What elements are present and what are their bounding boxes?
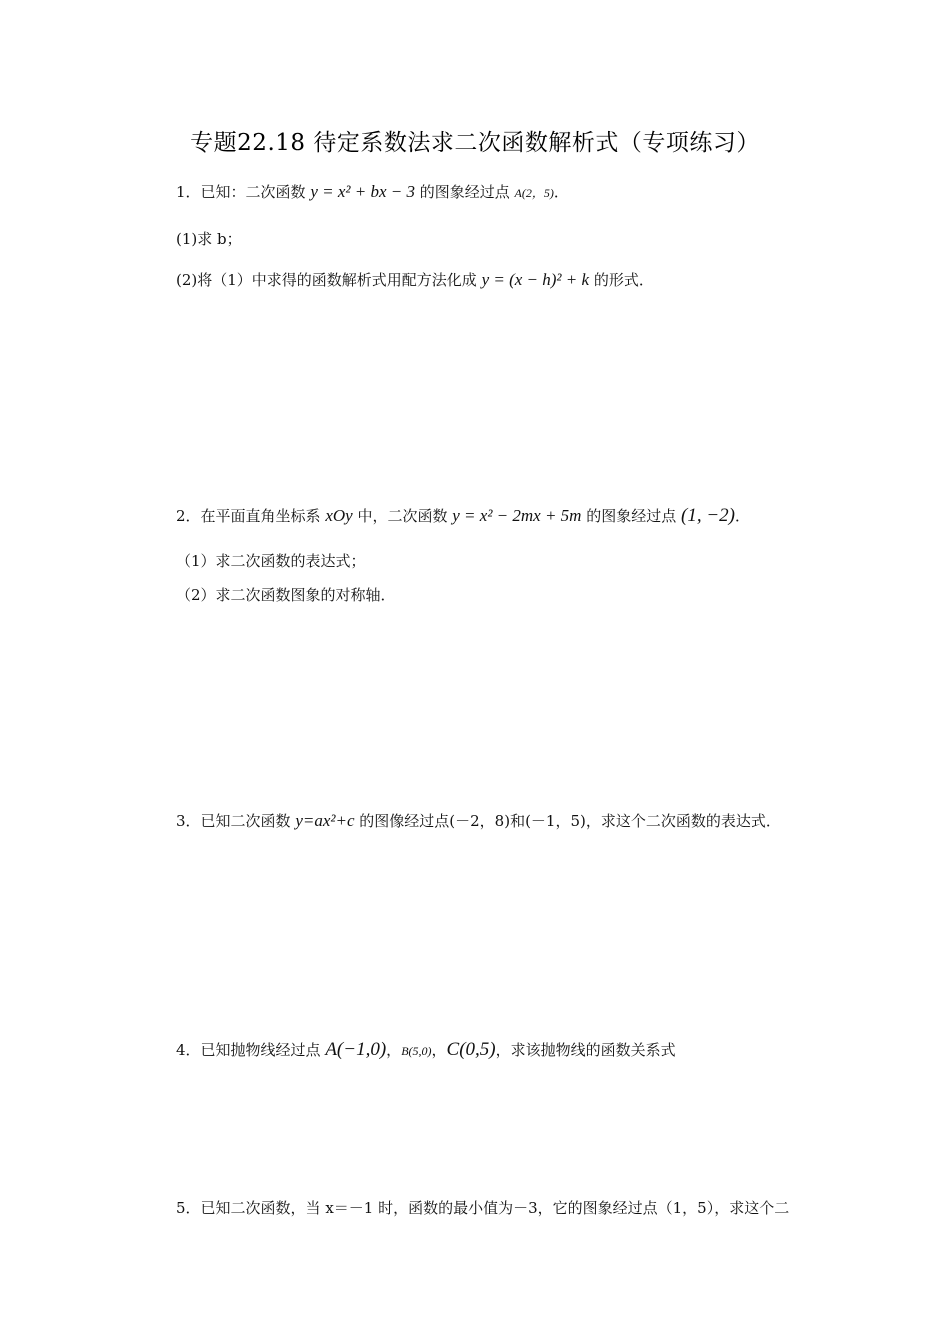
problem-1-text-post: ． [553, 183, 569, 201]
problem-5-number: 5． [176, 1199, 201, 1217]
problem-1-statement [176, 181, 569, 202]
problem-3-statement [176, 810, 781, 831]
page-title: 专题22.18 待定系数法求二次函数解析式（专项练习） [190, 130, 760, 156]
problem-2-text-post: ． [734, 507, 750, 525]
problem-5-text: 已知二次函数，当 x＝－1 时，函数的最小值为－3，它的图象经过点（1，5），求这个二 [200, 1199, 790, 1217]
problem-4-statement [176, 1039, 676, 1061]
problem-3-function: y=ax²+c [295, 811, 355, 830]
problem-4-number: 4． [176, 1041, 201, 1059]
problem-4-point-b: B(5,0) [401, 1044, 432, 1058]
problem-4-point-c: C(0,5) [446, 1039, 496, 1060]
problem-2-point: (1, −2) [681, 505, 735, 526]
problem-1-text-mid: 的图象经过点 [414, 183, 515, 201]
problem-5-statement [176, 1197, 789, 1218]
problem-1-text-pre: 已知：二次函数 [200, 183, 311, 201]
problem-4-point-a: A(−1,0) [325, 1039, 387, 1060]
problem-1-point: A(2，5) [514, 186, 554, 200]
problem-2-part-2: （2）求二次函数图象的对称轴． [176, 586, 396, 604]
problem-1-function: y = x² + bx − 3 [310, 182, 415, 201]
problem-2-coordinate-system: xOy [325, 506, 353, 525]
problem-2-function: y = x² − 2mx + 5m [452, 506, 582, 525]
problem-2-text-mid2: 的图象经过点 [581, 507, 681, 525]
problem-2-number: 2． [176, 507, 201, 525]
problem-2-text-mid: 中，二次函数 [352, 507, 453, 525]
problem-1-part-2-post: 的形式． [589, 271, 654, 289]
problem-2-statement [176, 505, 750, 527]
problem-4-separator-2: ， [431, 1041, 447, 1059]
problem-2-part-1: （1）求二次函数的表达式； [176, 552, 366, 570]
problem-4-text-pre: 已知抛物线经过点 [200, 1041, 326, 1059]
problem-3-text-post: 的图像经过点(－2，8)和(－1，5)，求这个二次函数的表达式． [354, 812, 781, 830]
problem-3-number: 3． [176, 812, 201, 830]
problem-1-part-2-formula: y = (x − h)² + k [481, 270, 590, 289]
problem-3-text-pre: 已知二次函数 [200, 812, 296, 830]
problem-1-number: 1． [176, 183, 201, 201]
problem-1-part-2-pre: (2)将（1）中求得的函数解析式用配方法化成 [176, 271, 482, 289]
problem-2-text-pre: 在平面直角坐标系 [200, 507, 326, 525]
problem-1-part-1: (1)求 b； [176, 230, 242, 248]
problem-1-part-2 [176, 269, 654, 290]
problem-4-text-post: ，求该抛物线的函数关系式 [495, 1041, 676, 1059]
problem-4-separator-1: ， [386, 1041, 402, 1059]
